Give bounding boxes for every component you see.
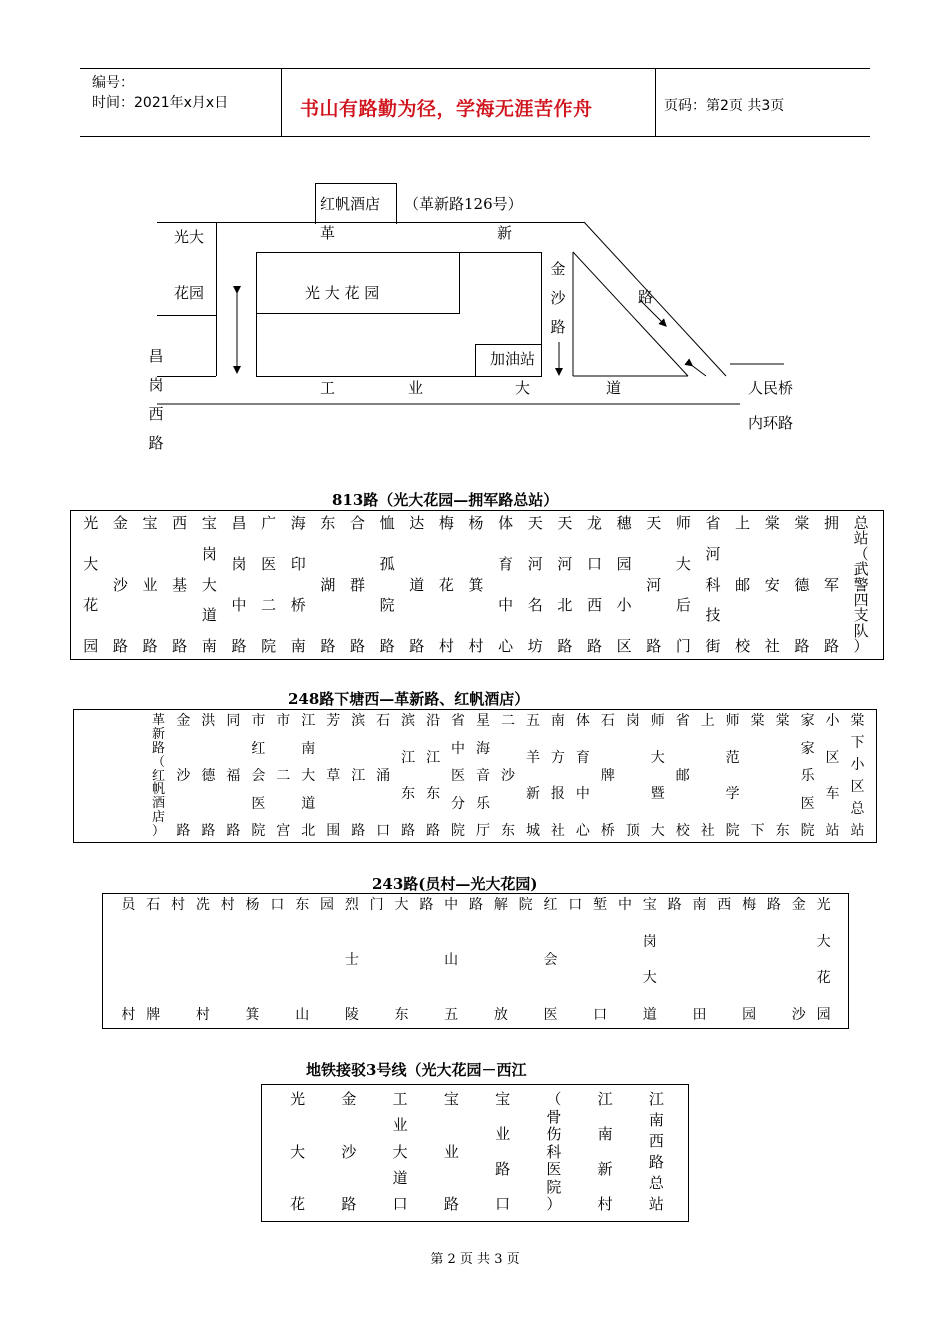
route-stop: 宝 业 路 口	[495, 1090, 511, 1213]
route-stop: 洪 德 路	[201, 713, 216, 839]
route-stop: 五 羊 新 城	[525, 713, 540, 839]
hotel-address: （革新路126号）	[404, 195, 523, 213]
route-stop: 光 大 花 园	[83, 514, 99, 655]
garden-small-label: 光大	[174, 228, 205, 246]
route-stop: 门	[369, 897, 384, 913]
route-stop: 解 放	[493, 897, 508, 1023]
route-stop: 中 山 五	[444, 897, 459, 1023]
road-diagonals	[0, 0, 950, 480]
route-stop: 天 河 北 路	[557, 514, 573, 655]
route-stop: 大 东	[394, 897, 409, 1023]
route-stop: 口	[270, 897, 285, 913]
route-stop: 石 涌 口	[376, 713, 391, 839]
route-stop: 芳 草 围	[326, 713, 341, 839]
route-stop: 村	[171, 897, 186, 913]
route-stop: 二 沙 东	[500, 713, 515, 839]
route-stop: 南 方 报 社	[550, 713, 565, 839]
route-stop: 穗 园 小 区	[616, 514, 632, 655]
route-stop: 院	[518, 897, 533, 913]
renmin-bridge-label: 人民桥	[748, 379, 794, 397]
route-stop: 园	[320, 897, 335, 913]
route-stop: 路	[766, 897, 781, 913]
route-stop: 西 基 路	[172, 514, 188, 655]
route-stop: 金 沙	[791, 897, 806, 1023]
route-stop: 龙 口 西 路	[587, 514, 603, 655]
route-stop: 光 大 花 园	[816, 897, 831, 1023]
route-stop: 宝 岗 大 道	[642, 897, 657, 1023]
route-stop: 同 福 路	[226, 713, 241, 839]
route-stop: 岗 顶	[625, 713, 640, 839]
route-stop: 宝 岗 大 道 南	[201, 514, 217, 655]
route-stop: 棠 下 小 区 总 站	[850, 713, 865, 839]
route-stop: 口	[568, 897, 583, 913]
route-stop: 昌 岗 中 路	[231, 514, 247, 655]
changgang-west-road-label: 昌 岗 西 路	[148, 347, 164, 452]
route-stop: 红 会 医	[543, 897, 558, 1023]
route-stop: 东 山	[295, 897, 310, 1023]
route-stop: 滨 江 路	[351, 713, 366, 839]
route-stop: 天 河 名 坊	[527, 514, 543, 655]
route-stop: 上 邮 校	[735, 514, 751, 655]
route-stop: 师 大 后 门	[675, 514, 691, 655]
route-stop: 冼 村	[195, 897, 210, 1023]
route-stop: 梅 园	[742, 897, 757, 1023]
route-stop: 江 南 新 村	[597, 1090, 613, 1213]
route-stop: 师 大 暨 大	[650, 713, 665, 839]
number-label: 编号：	[92, 75, 134, 91]
route-stop: 沿 江 东 路	[426, 713, 441, 839]
route-stop: （ 骨 伤 科 医 院 ）	[546, 1090, 562, 1213]
route-stop: 金 沙 路	[341, 1090, 357, 1213]
route-stop: 路	[419, 897, 434, 913]
route-stop: 上 社	[700, 713, 715, 839]
route-stop: 市 二 宫	[276, 713, 291, 839]
road-gexin-char: 新	[497, 224, 513, 242]
route-stop: 江 南 大 道 北	[301, 713, 316, 839]
route-stop: 拥 军 路	[824, 514, 840, 655]
motto: 书山有路勤为径，学海无涯苦作舟	[300, 98, 593, 120]
route-stop: 宝 业 路	[142, 514, 158, 655]
route-stop: 南 田	[692, 897, 707, 1023]
inner-ring-label: 内环路	[748, 414, 794, 432]
gas-station-label: 加油站	[490, 350, 536, 368]
metro-route-title: 地铁接驳3号线（光大花园－西江	[306, 1061, 527, 1079]
route-stop: 中	[617, 897, 632, 913]
route-stop: 路	[667, 897, 682, 913]
route-stop: 合 群 路	[349, 514, 365, 655]
route-stop: 棠 德 路	[794, 514, 810, 655]
route-stop: 工 业 大 道 口	[392, 1090, 408, 1213]
route-243-title: 243路(员村—光大花园)	[372, 875, 538, 893]
route-stop: 省 邮 校	[675, 713, 690, 839]
garden-main-label: 光 大 花 园	[305, 284, 380, 302]
industry-road-char: 业	[408, 379, 424, 397]
garden-small-label: 花园	[174, 284, 205, 302]
industry-road-char: 大	[515, 379, 531, 397]
hotel-label: 红帆酒店	[320, 195, 381, 213]
route-stop: 革 新 路 （ 红 帆 酒 店 ）	[151, 713, 165, 839]
route-stop: 体 育 中 心	[498, 514, 514, 655]
industry-road-char: 工	[320, 379, 336, 397]
route-stop: 总 站 （ 武 警 四 支 队 ）	[853, 514, 869, 655]
route-stop: 省 中 医 分 院	[451, 713, 466, 839]
industry-road-char: 道	[606, 379, 622, 397]
route-stop: 师 范 学 院	[725, 713, 740, 839]
road-label-lu: 路	[638, 288, 654, 306]
route-stop: 宝 业 路	[443, 1090, 459, 1213]
route-stop: 恤 孤 院 路	[379, 514, 395, 655]
route-stop: 金 沙 路	[112, 514, 128, 655]
route-stop: 棠 东	[775, 713, 790, 839]
route-stop: 梅 花 村	[438, 514, 454, 655]
time-label: 时间：2021年x月x日	[92, 95, 229, 111]
page-footer: 第 2 页 共 3 页	[430, 1252, 520, 1267]
route-813-title: 813路（光大花园—拥军路总站）	[332, 491, 559, 509]
route-stop: 市 红 会 医 院	[251, 713, 266, 839]
route-stop: 广 医 二 院	[261, 514, 277, 655]
route-stop: 西	[717, 897, 732, 913]
route-stop: 星 海 音 乐 厅	[476, 713, 491, 839]
route-stop: 省 河 科 技 街	[705, 514, 721, 655]
route-stop: 棠 下	[750, 713, 765, 839]
route-stop: 东 湖 路	[320, 514, 336, 655]
route-stop: 家 家 乐 医 院	[800, 713, 815, 839]
route-stop: 金 沙 路	[176, 713, 191, 839]
route-stop: 杨 箕	[245, 897, 260, 1023]
route-stop: 达 道 路	[409, 514, 425, 655]
route-stop: 堑 口	[593, 897, 608, 1023]
route-stop: 员 村	[121, 897, 136, 1023]
jinsha-road-label: 金 沙 路	[550, 260, 566, 336]
route-248-title: 248路下塘西—革新路、红帆酒店）	[288, 690, 530, 708]
route-stop: 天 河 路	[646, 514, 662, 655]
route-stop: 江 南 西 路 总 站	[648, 1090, 664, 1213]
route-stop: 体 育 中 心	[575, 713, 590, 839]
route-stop: 滨 江 东 路	[401, 713, 416, 839]
road-gexin-char: 革	[320, 224, 336, 242]
route-stop: 光 大 花	[290, 1090, 306, 1213]
route-stop: 烈 士 陵	[344, 897, 359, 1023]
route-stop: 石 牌 桥	[600, 713, 615, 839]
route-stop: 路	[468, 897, 483, 913]
route-stop: 杨 箕 村	[468, 514, 484, 655]
route-stop: 棠 安 社	[764, 514, 780, 655]
page-label: 页码：第2页 共3页	[664, 98, 785, 114]
route-stop: 石 牌	[146, 897, 161, 1023]
route-stop: 海 印 桥 南	[290, 514, 306, 655]
route-stop: 小 区 车 站	[825, 713, 840, 839]
route-stop: 村	[220, 897, 235, 913]
